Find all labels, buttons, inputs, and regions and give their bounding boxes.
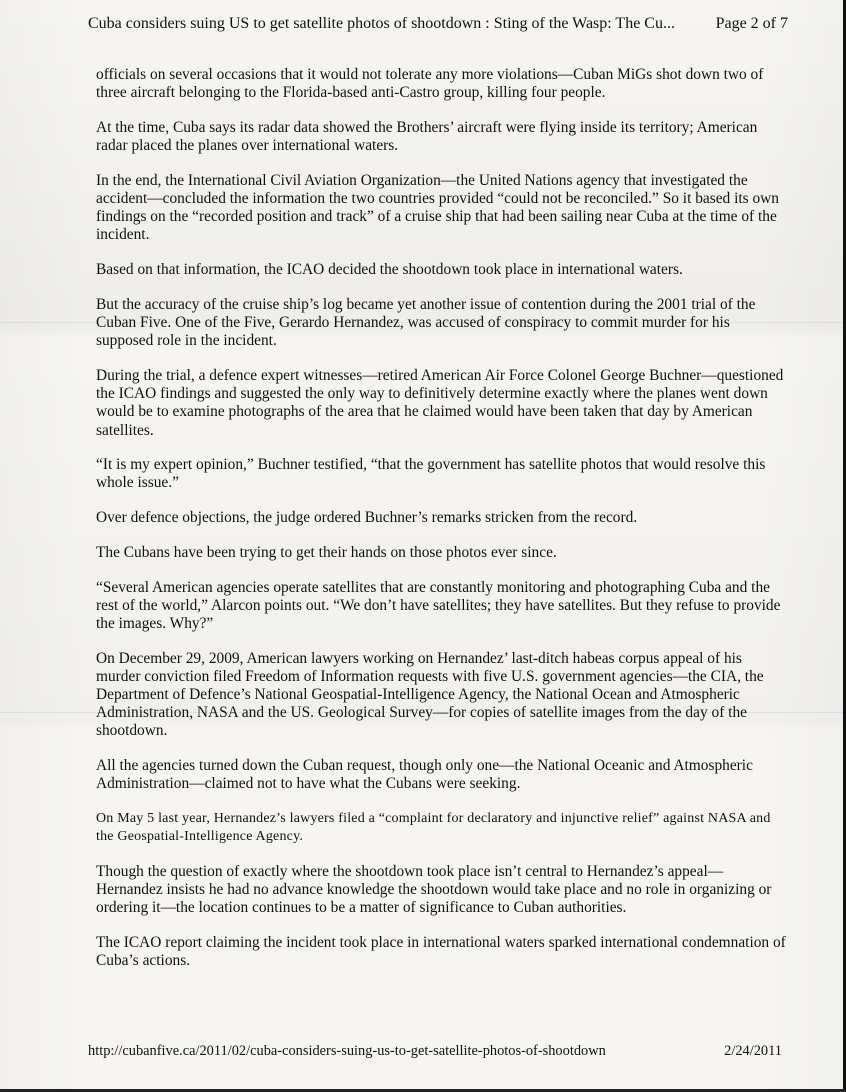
paragraph: The ICAO report claiming the incident took place in international waters sparked international condemnation of Cuba’s actions. bbox=[96, 934, 786, 970]
paragraph: Though the question of exactly where the shootdown took place isn’t central to Hernandez’s appeal—Hernandez insists he had no advance knowledge the shootdown would take place and no role in organizing or ordering it—the location continues to be a matter of significance to Cuban authorities. bbox=[96, 863, 772, 917]
paragraph: On December 29, 2009, American lawyers working on Hernandez’ last-ditch habeas corpus appeal of his murder conviction filed Freedom of Information requests with five U.S. government agencies—the CIA, the Department of Defence’s National Geospatial-Intelligence Agency, the National Ocean and Atmospheric Administration, NASA and the US. Geological Survey—for copies of satellite images from the day of the shootdown. bbox=[96, 649, 764, 740]
paragraph: All the agencies turned down the Cuban request, though only one—the National Oceanic and Atmospheric Administration—claimed not to have what the Cubans were seeking. bbox=[96, 757, 753, 793]
header-title: Cuba considers suing US to get satellite photos of shootdown : Sting of the Wasp: The Cu... bbox=[88, 15, 675, 32]
article-body bbox=[96, 66, 786, 987]
page-header bbox=[88, 15, 788, 33]
paragraph: “It is my expert opinion,” Buchner testified, “that the government has satellite photos that would resolve this whole issue.” bbox=[96, 456, 766, 492]
page-footer bbox=[88, 1043, 782, 1060]
footer-date: 2/24/2011 bbox=[724, 1043, 782, 1059]
paragraph: “Several American agencies operate satellites that are constantly monitoring and photographing Cuba and the rest of the world,” Alarcon points out. “We don’t have satellites; they have satellites. But they refuse to provide the images. Why?” bbox=[96, 578, 781, 632]
paragraph: The Cubans have been trying to get their hands on those photos ever since. bbox=[96, 543, 557, 561]
paragraph: Over defence objections, the judge ordered Buchner’s remarks stricken from the record. bbox=[96, 509, 638, 527]
header-page-number: Page 2 of 7 bbox=[715, 15, 788, 32]
paragraph: In the end, the International Civil Aviation Organization—the United Nations agency that investigated the accident—concluded the information the two countries provided “could not be reconciled.” So it based its own findings on the “recorded position and track” of a cruise ship that had been sailing near Cuba at the time of the incident. bbox=[96, 171, 779, 244]
paragraph: During the trial, a defence expert witnesses—retired American Air Force Colonel George Buchner—questioned the ICAO findings and suggested the only way to definitively determine exactly where the planes went down would be to examine photographs of the area that he claimed would have been taken that day by American satellites. bbox=[96, 366, 784, 439]
paragraph: On May 5 last year, Hernandez’s lawyers filed a “complaint for declaratory and injunctive relief” against NASA and the Geospatial-Intelligence Agency. bbox=[96, 811, 771, 845]
paragraph: Based on that information, the ICAO decided the shootdown took place in international waters. bbox=[96, 261, 683, 279]
paragraph: officials on several occasions that it would not tolerate any more violations—Cuban MiGs shot down two of three aircraft belonging to the Florida-based anti-Castro group, killing four people. bbox=[96, 66, 764, 102]
paragraph: At the time, Cuba says its radar data showed the Brothers’ aircraft were flying inside its territory; American radar placed the planes over international waters. bbox=[96, 118, 758, 155]
footer-url: http://cubanfive.ca/2011/02/cuba-considers-suing-us-to-get-satellite-photos-of-shootdown bbox=[88, 1043, 606, 1059]
paragraph: But the accuracy of the cruise ship’s log became yet another issue of contention during the 2001 trial of the Cuban Five. One of the Five, Gerardo Hernandez, was accused of conspiracy to commit murder for his supposed role in the incident. bbox=[96, 295, 756, 350]
